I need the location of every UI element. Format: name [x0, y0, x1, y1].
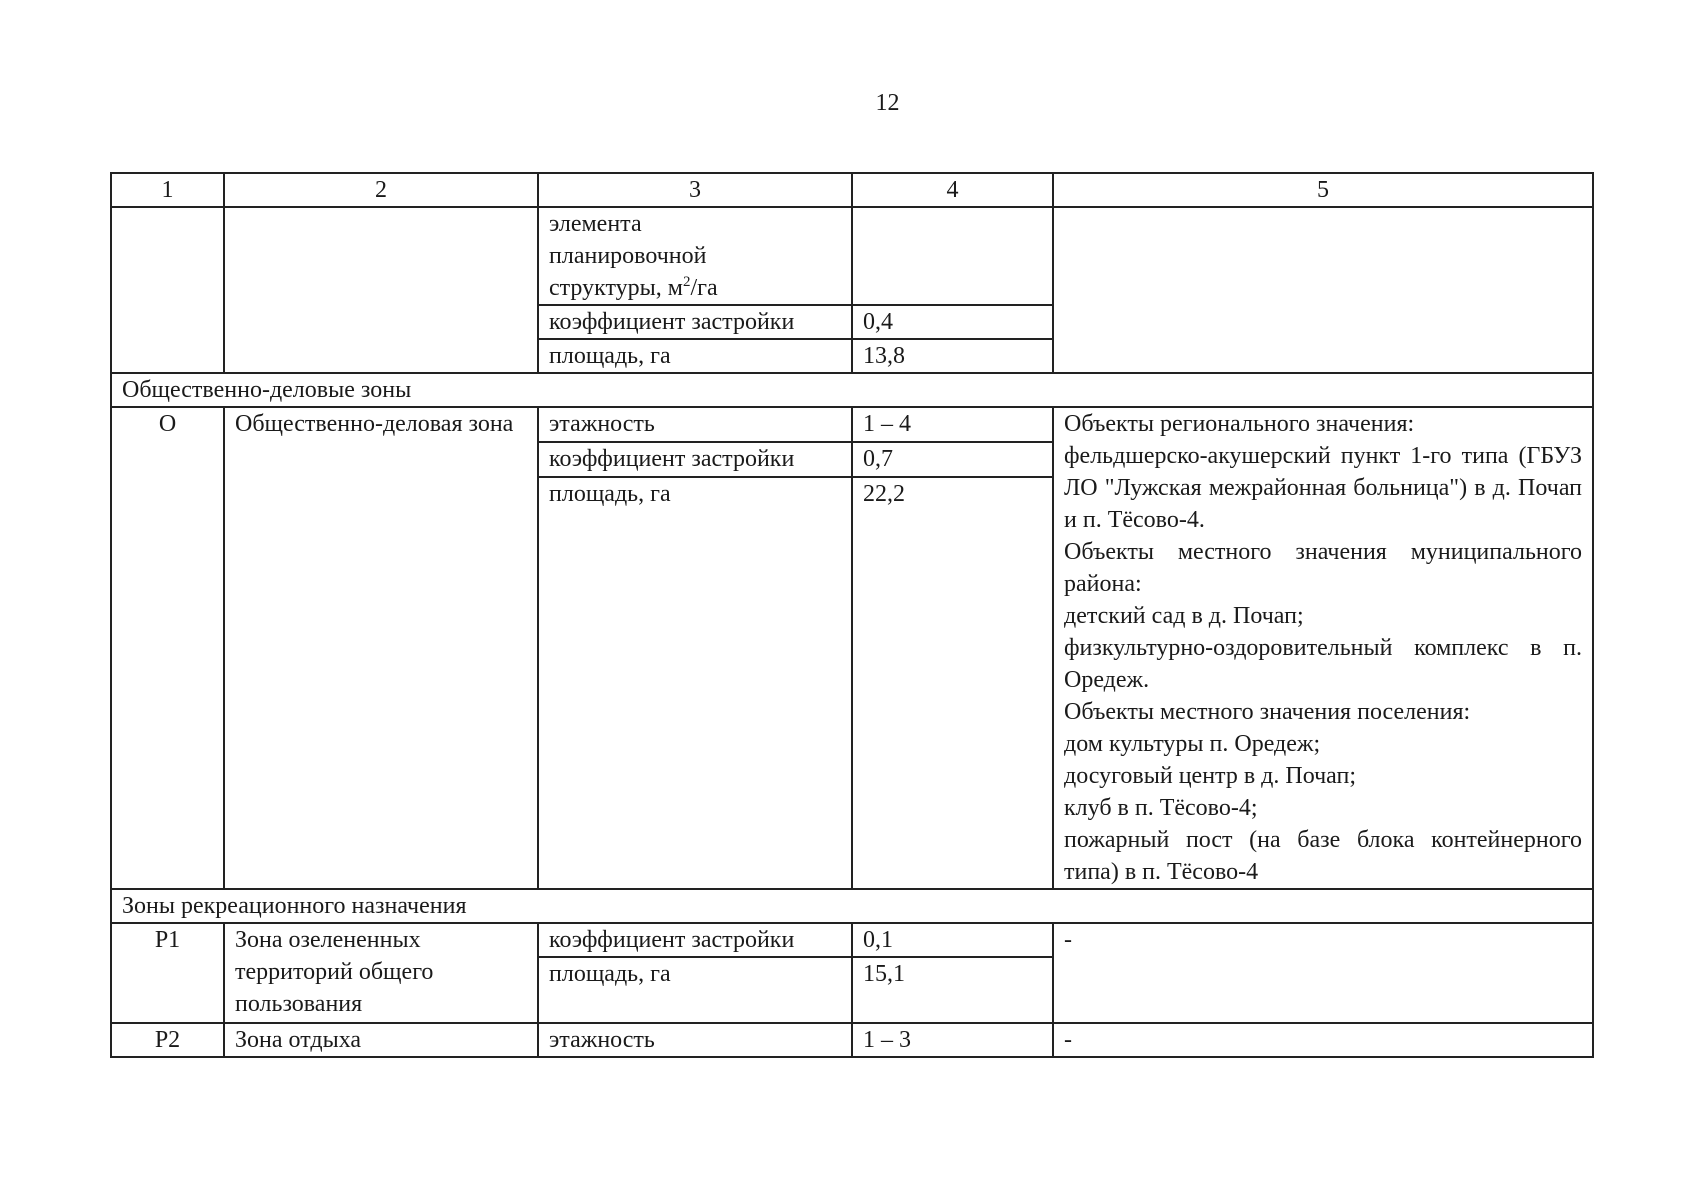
zone-objects: -: [1053, 923, 1593, 1023]
value-cell: 22,2: [852, 477, 1053, 889]
objects-line: пожарный пост (на базе блока контейнерного типа) в п. Тёсово-4: [1064, 827, 1582, 885]
page-number: 12: [875, 90, 900, 116]
section-row: [111, 373, 1593, 407]
value-cell: 0,1: [852, 923, 1053, 957]
param-cell: коэффициент застройки: [538, 923, 852, 957]
param-cell: этажность: [538, 407, 852, 442]
param-cell: площадь, га: [538, 477, 852, 889]
section-title-public: Общественно-деловые зоны: [111, 373, 1593, 407]
continuation-param-line: планировочной: [549, 243, 707, 269]
continuation-value-cell: [852, 207, 1053, 305]
header-col-4: 4: [852, 173, 1053, 207]
header-col-5: 5: [1053, 173, 1593, 207]
zone-objects: [1053, 407, 1593, 889]
zones-table: [110, 172, 1594, 1058]
zone-code: Р1: [111, 923, 224, 1023]
zone-name: Общественно-деловая зона: [224, 407, 538, 889]
table-row: [111, 407, 1593, 442]
table-header-row: [111, 173, 1593, 207]
objects-line: клуб в п. Тёсово-4;: [1064, 795, 1258, 821]
zone-code: Р2: [111, 1023, 224, 1057]
superscript: 2: [682, 274, 691, 290]
param-cell: площадь, га: [538, 957, 852, 1023]
zone-name: Зона отдыха: [224, 1023, 538, 1057]
table-row: [111, 207, 1593, 305]
header-col-3: 3: [538, 173, 852, 207]
value-cell: 13,8: [852, 339, 1053, 373]
zone-code: О: [111, 407, 224, 889]
objects-line: дом культуры п. Оредеж;: [1064, 731, 1321, 757]
value-cell: 1 – 4: [852, 407, 1053, 442]
objects-line: детский сад в д. Почап;: [1064, 603, 1304, 629]
continuation-name-cell: [224, 207, 538, 373]
continuation-param-line: структуры, м: [549, 275, 683, 301]
section-row: [111, 889, 1593, 923]
table-row: [111, 923, 1593, 957]
param-cell: площадь, га: [538, 339, 852, 373]
objects-line: досуговый центр в д. Почап;: [1064, 763, 1356, 789]
param-cell: коэффициент застройки: [538, 442, 852, 477]
continuation-objects-cell: [1053, 207, 1593, 373]
objects-line: фельдшерско-акушерский пункт 1-го типа (ГБУЗ ЛО "Лужская межрайонная больница") в д. Почап и п. Тёсово-4.: [1064, 443, 1582, 533]
objects-line: Объекты местного значения поселения:: [1064, 699, 1471, 725]
table-row: [111, 1023, 1593, 1057]
header-col-1: 1: [111, 173, 224, 207]
continuation-param-cell: [538, 207, 852, 305]
value-cell: 0,4: [852, 305, 1053, 339]
objects-line: физкультурно-оздоровительный комплекс в п. Оредеж.: [1064, 635, 1582, 693]
objects-line: Объекты местного значения муниципального района:: [1064, 539, 1582, 597]
value-cell: 15,1: [852, 957, 1053, 1023]
value-cell: 1 – 3: [852, 1023, 1053, 1057]
zone-objects: -: [1053, 1023, 1593, 1057]
value-cell: 0,7: [852, 442, 1053, 477]
header-col-2: 2: [224, 173, 538, 207]
param-cell: этажность: [538, 1023, 852, 1057]
objects-line: Объекты регионального значения:: [1064, 411, 1415, 437]
continuation-param-line: элемента: [549, 211, 642, 237]
param-cell: коэффициент застройки: [538, 305, 852, 339]
zone-name: Зона озелененных территорий общего пользования: [224, 923, 538, 1023]
continuation-param-unit: /га: [690, 275, 718, 301]
section-title-recreation: Зоны рекреационного назначения: [111, 889, 1593, 923]
continuation-code-cell: [111, 207, 224, 373]
